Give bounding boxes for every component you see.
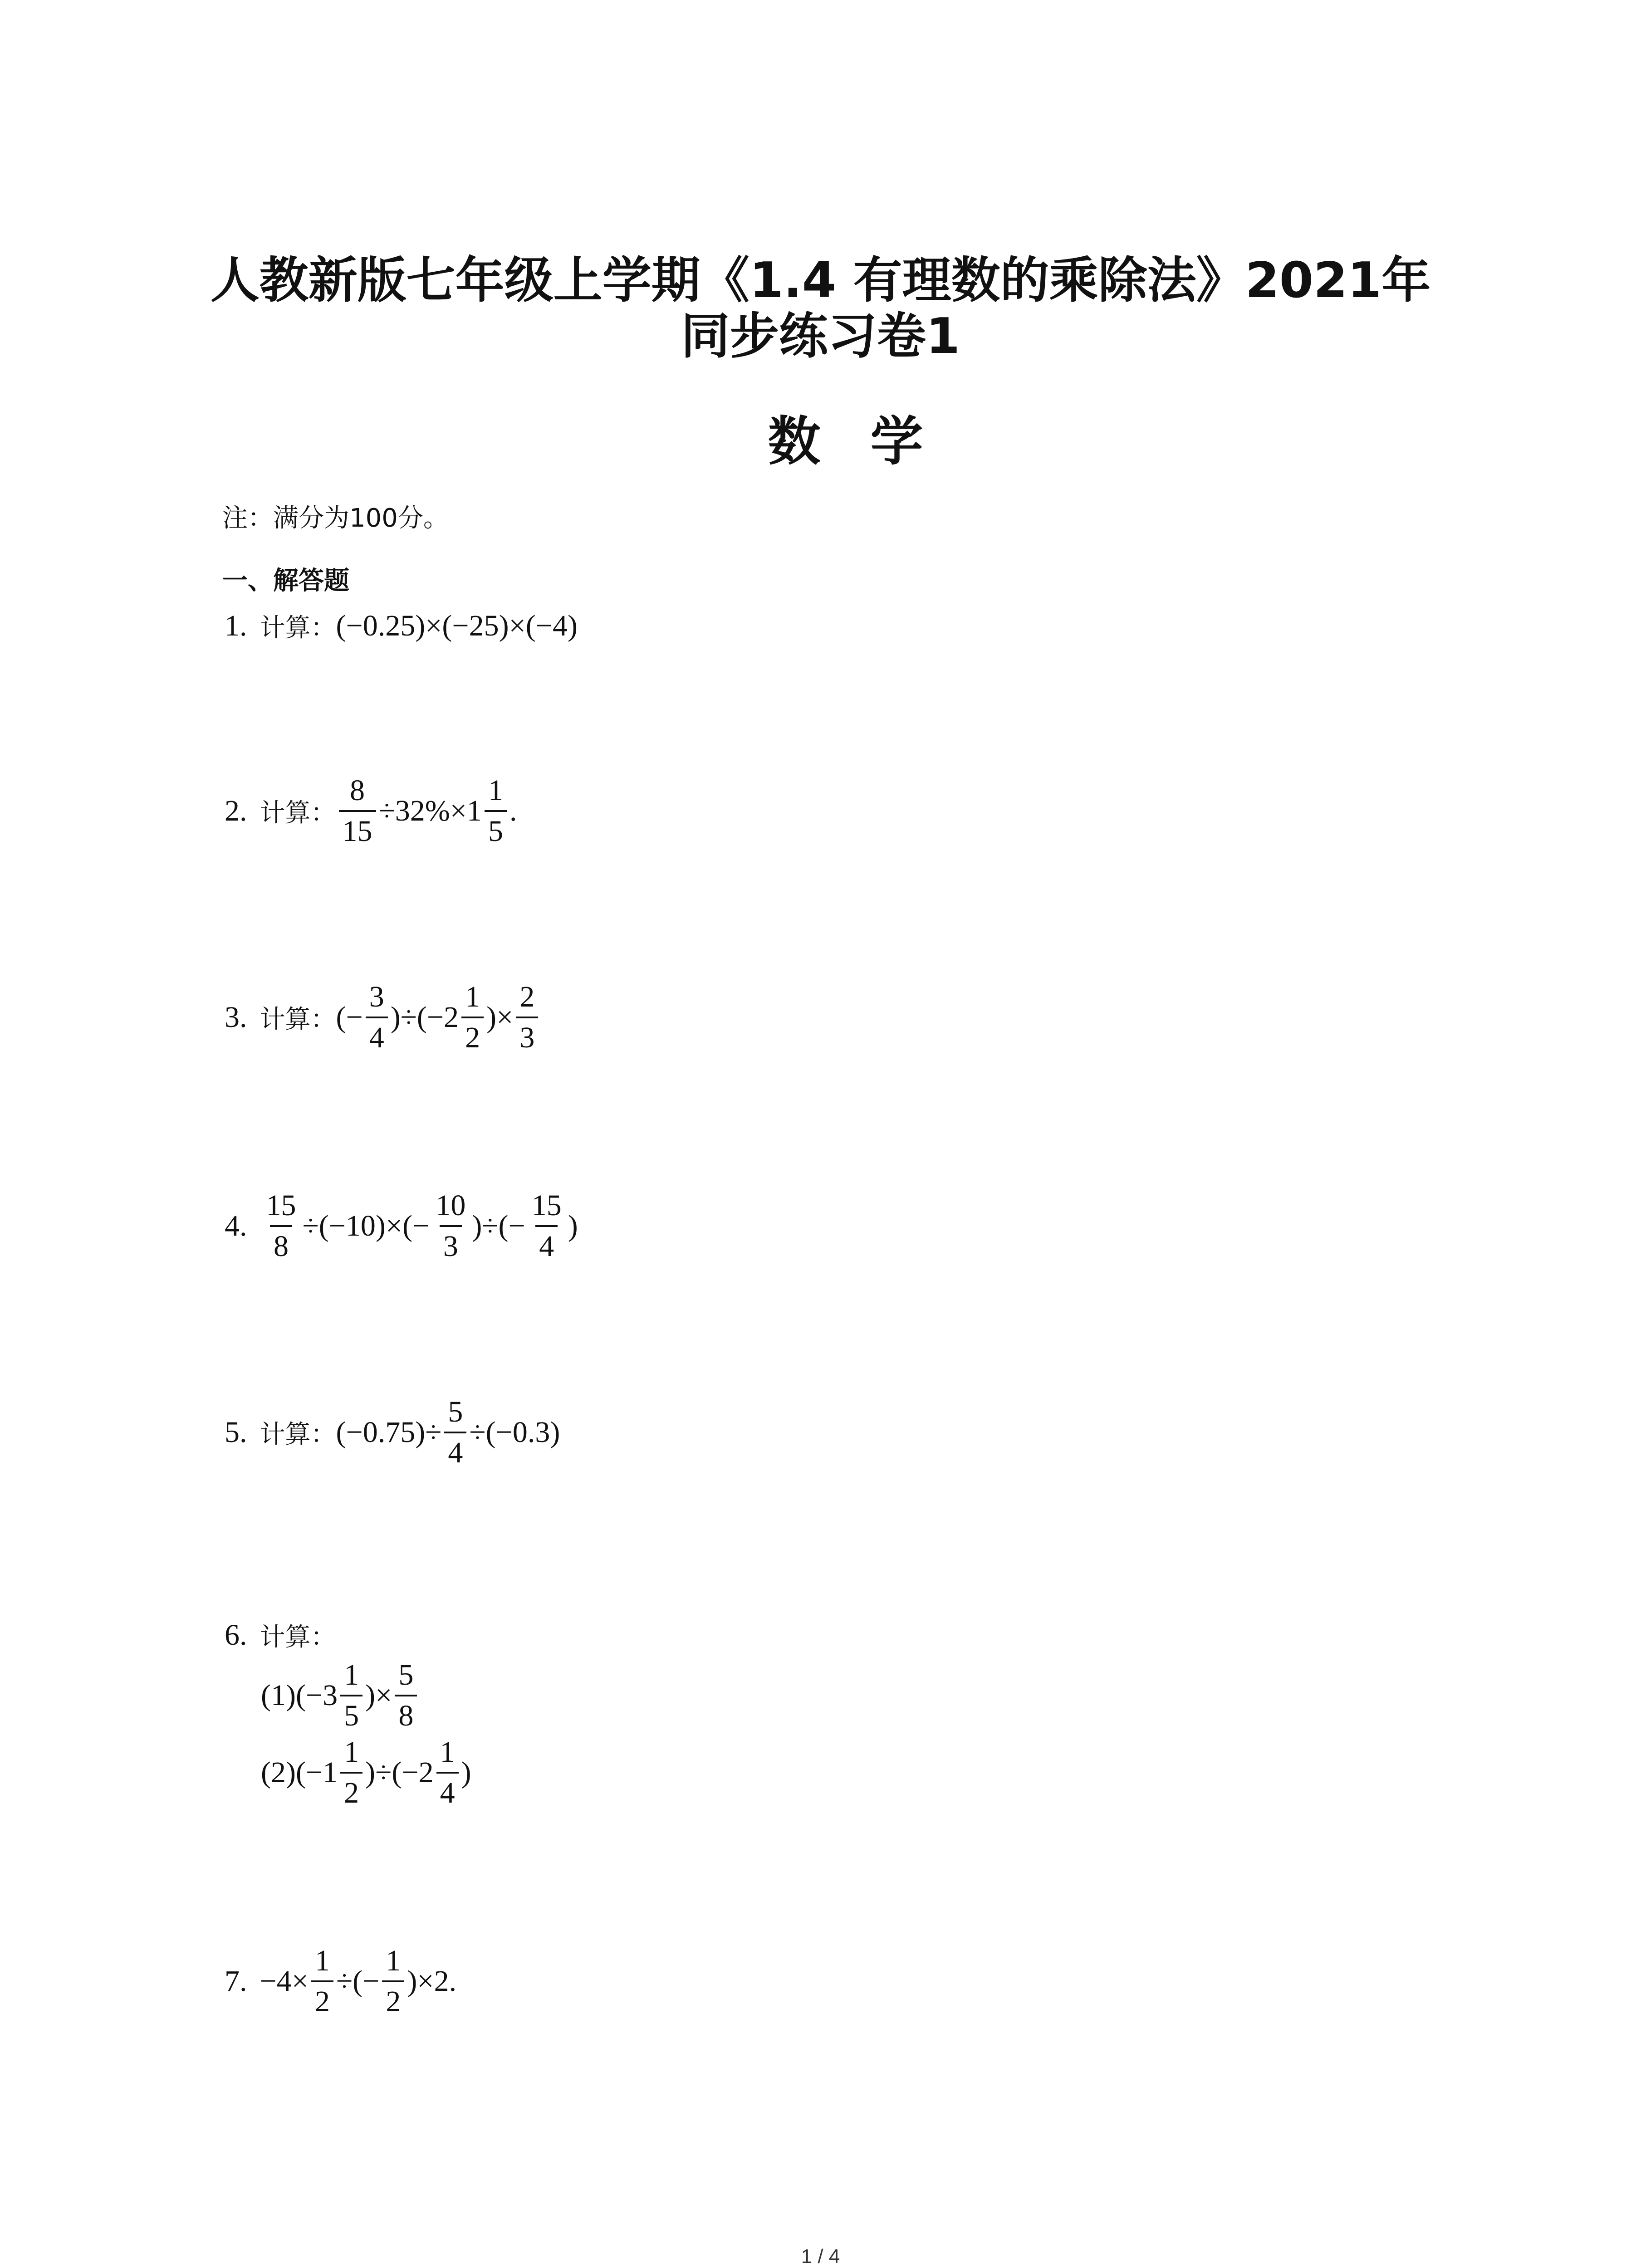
denominator: 4: [535, 1225, 558, 1261]
numerator: 1: [314, 1944, 330, 1977]
numerator: 10: [436, 1189, 466, 1222]
fraction: [444, 1397, 466, 1468]
question-1: [225, 608, 578, 644]
page-number: 1 / 4: [801, 2245, 840, 2268]
denominator: 3: [440, 1225, 462, 1261]
fraction: [432, 1191, 469, 1261]
question-5: [225, 1397, 560, 1468]
question-expression: (−0.25)×(−25)×(−4): [336, 609, 578, 642]
expression-part: ): [461, 1756, 471, 1789]
denominator: 2: [461, 1017, 484, 1053]
expression-part: ÷(−: [336, 1965, 380, 1998]
subject-heading: 数学: [768, 411, 973, 472]
fraction: [436, 1737, 459, 1808]
denominator: 8: [270, 1225, 292, 1261]
denominator: 4: [436, 1772, 459, 1808]
numerator: 15: [531, 1189, 562, 1222]
question-number: 5.: [225, 1416, 247, 1449]
denominator: 4: [444, 1432, 466, 1468]
denominator: 4: [366, 1017, 388, 1053]
fraction: [263, 1191, 300, 1261]
denominator: 2: [382, 1980, 404, 2017]
numerator: 1: [344, 1735, 359, 1769]
question-number: 7.: [225, 1965, 247, 1998]
question-number: 2.: [225, 794, 247, 827]
score-note: 注：满分为100分。: [222, 503, 449, 533]
question-number: 6.: [225, 1618, 247, 1652]
numerator: 1: [488, 774, 503, 807]
expression-part: ÷(−10)×(−: [302, 1209, 430, 1242]
expression-part: (1)(−3: [261, 1679, 338, 1712]
question-6: [225, 1617, 336, 1653]
fraction: [366, 982, 388, 1053]
numerator: 1: [440, 1735, 455, 1769]
numerator: 15: [266, 1189, 296, 1222]
expression-part: ÷32%×1: [378, 794, 482, 827]
fraction: [382, 1946, 404, 2017]
numerator: 1: [344, 1658, 359, 1691]
section-heading: 一、解答题: [222, 566, 349, 596]
fraction: [395, 1660, 417, 1731]
question-label: 计算：: [260, 798, 336, 828]
denominator: 2: [311, 1980, 333, 2017]
question-number: 3.: [225, 1001, 247, 1034]
question-4: [225, 1191, 578, 1261]
expression-part: )×: [486, 1001, 514, 1034]
document-title-line2: 同步练习卷1: [681, 308, 960, 365]
fraction: [339, 776, 376, 846]
question-3: [225, 982, 541, 1053]
numerator: 5: [448, 1395, 463, 1428]
fraction: [340, 1660, 362, 1731]
denominator: 2: [340, 1772, 362, 1808]
expression-part: (2)(−1: [261, 1756, 338, 1789]
fraction: [516, 982, 538, 1053]
denominator: 3: [516, 1017, 538, 1053]
denominator: 8: [395, 1695, 417, 1731]
expression-part: ÷(−0.3): [469, 1416, 560, 1449]
numerator: 1: [465, 980, 480, 1013]
question-label: 计算：: [260, 1420, 336, 1449]
expression-part: )×2.: [407, 1965, 457, 1998]
question-number: 1.: [225, 609, 247, 642]
document-title-line1: 人教新版七年级上学期《1.4 有理数的乘除法》2021年: [210, 252, 1431, 309]
question-2: [225, 776, 517, 846]
question-label: 计算：: [260, 1005, 336, 1034]
expression-part: )÷(−: [472, 1209, 525, 1242]
question-7: [225, 1946, 456, 2017]
fraction: [340, 1737, 362, 1808]
fraction: [461, 982, 484, 1053]
question-number: 4.: [225, 1209, 247, 1242]
numerator: 1: [386, 1944, 401, 1977]
expression-part: ): [568, 1209, 578, 1242]
numerator: 2: [519, 980, 535, 1013]
question-6-part-2: [261, 1737, 471, 1808]
fraction: [485, 776, 507, 846]
question-6-part-1: [261, 1660, 420, 1731]
denominator: 15: [339, 810, 376, 846]
question-label: 计算：: [260, 613, 336, 643]
numerator: 8: [350, 774, 365, 807]
expression-part: )×: [365, 1679, 392, 1712]
expression-part: )÷(−2: [365, 1756, 434, 1789]
question-label: 计算：: [260, 1623, 336, 1652]
expression-part: (−0.75)÷: [336, 1416, 442, 1449]
expression-part: (−: [336, 1001, 363, 1034]
expression-part: .: [509, 794, 517, 827]
fraction: [528, 1191, 565, 1261]
denominator: 5: [485, 810, 507, 846]
expression-part: −4×: [260, 1965, 309, 1998]
numerator: 3: [369, 980, 384, 1013]
expression-part: )÷(−2: [390, 1001, 459, 1034]
numerator: 5: [398, 1658, 414, 1691]
denominator: 5: [340, 1695, 362, 1731]
fraction: [311, 1946, 333, 2017]
